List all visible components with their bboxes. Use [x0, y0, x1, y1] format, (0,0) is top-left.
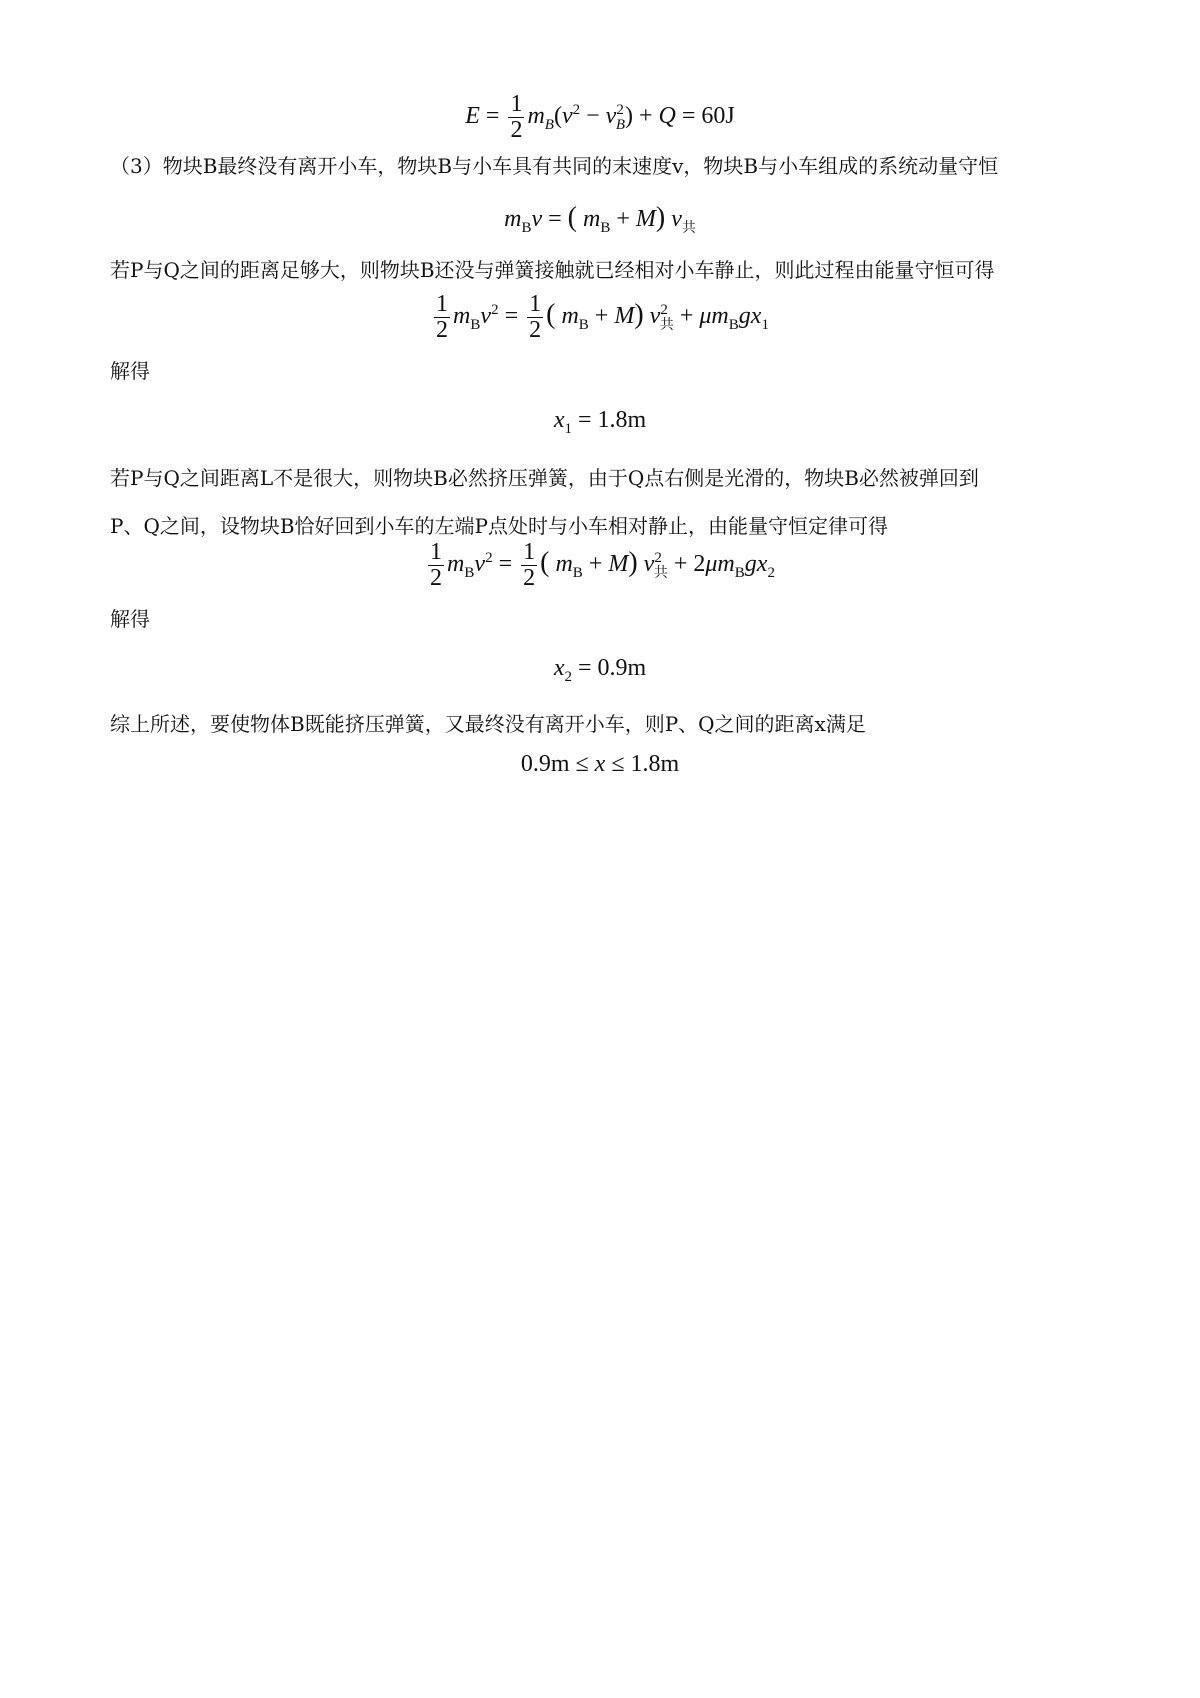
equation-energy-conservation-1: $\frac{1}{2}$ $m_Bv^2$ = $\frac{1}{2}$ ( $m_B + M$) $v^2_共 + \mu m_Bgx_1$ [436, 291, 769, 344]
equation-energy-conservation-2: $\frac{1}{2}$ $m_Bv^2$ = $\frac{1}{2}$ ( $m_B + M$) $v^2_共 + 2\mu m_Bgx_2$ [430, 539, 775, 592]
label-solve-2: 解得 [110, 607, 150, 631]
fraction-one-half: $\frac{1}{2}$ [523, 539, 536, 592]
equation-energy: E = $\frac{1}{2}$ $m_B(v^2 - v^2_B) + Q = 60J$ [465, 91, 735, 144]
fraction-one-half: $\frac{1}{2}$ [430, 539, 443, 592]
fraction-one-half: $\frac{1}{2}$ [436, 291, 449, 344]
equation-momentum: $m_Bv$ = ( $m_B + M$) $v_共$ [504, 202, 696, 236]
label-solve: 解得 [110, 359, 150, 383]
paragraph-case-small-distance-cont: P、Q之间，设物块B恰好回到小车的左端P点处时与小车相对静止，由能量守恒定律可得 [110, 514, 889, 538]
fraction-one-half: $\frac{1}{2}$ [510, 91, 523, 144]
equation-x1: $x_1 = 1.8m$ [553, 407, 647, 437]
equation-range: 0.9m ≤ x ≤ 1.8m [520, 751, 680, 777]
paragraph-case-large-distance: 若P与Q之间的距离足够大，则物块B还没与弹簧接触就已经相对小车静止，则此过程由能量守恒可得 [110, 258, 995, 282]
fraction-one-half: $\frac{1}{2}$ [529, 291, 542, 344]
equation-x1-result: 1.8m [597, 407, 647, 433]
equation-energy-result: 60J [701, 103, 735, 130]
equation-range-high: 1.8m [630, 751, 680, 777]
paragraph-case-small-distance: 若P与Q之间距离L不是很大，则物块B必然挤压弹簧，由于Q点右侧是光滑的，物块B必然被弹回到 [110, 466, 979, 490]
paragraph-conclusion: 综上所述，要使物体B既能挤压弹簧，又最终没有离开小车，则P、Q之间的距离x满足 [110, 712, 866, 736]
equation-x2-result: 0.9m [597, 655, 647, 681]
equation-x2: $x_2 = 0.9m$ [553, 655, 647, 685]
paragraph-part3-intro: （3）物块B最终没有离开小车，物块B与小车具有共同的末速度v，物块B与小车组成的系统动量守恒 [110, 154, 999, 178]
equation-range-low: 0.9m [520, 751, 570, 777]
